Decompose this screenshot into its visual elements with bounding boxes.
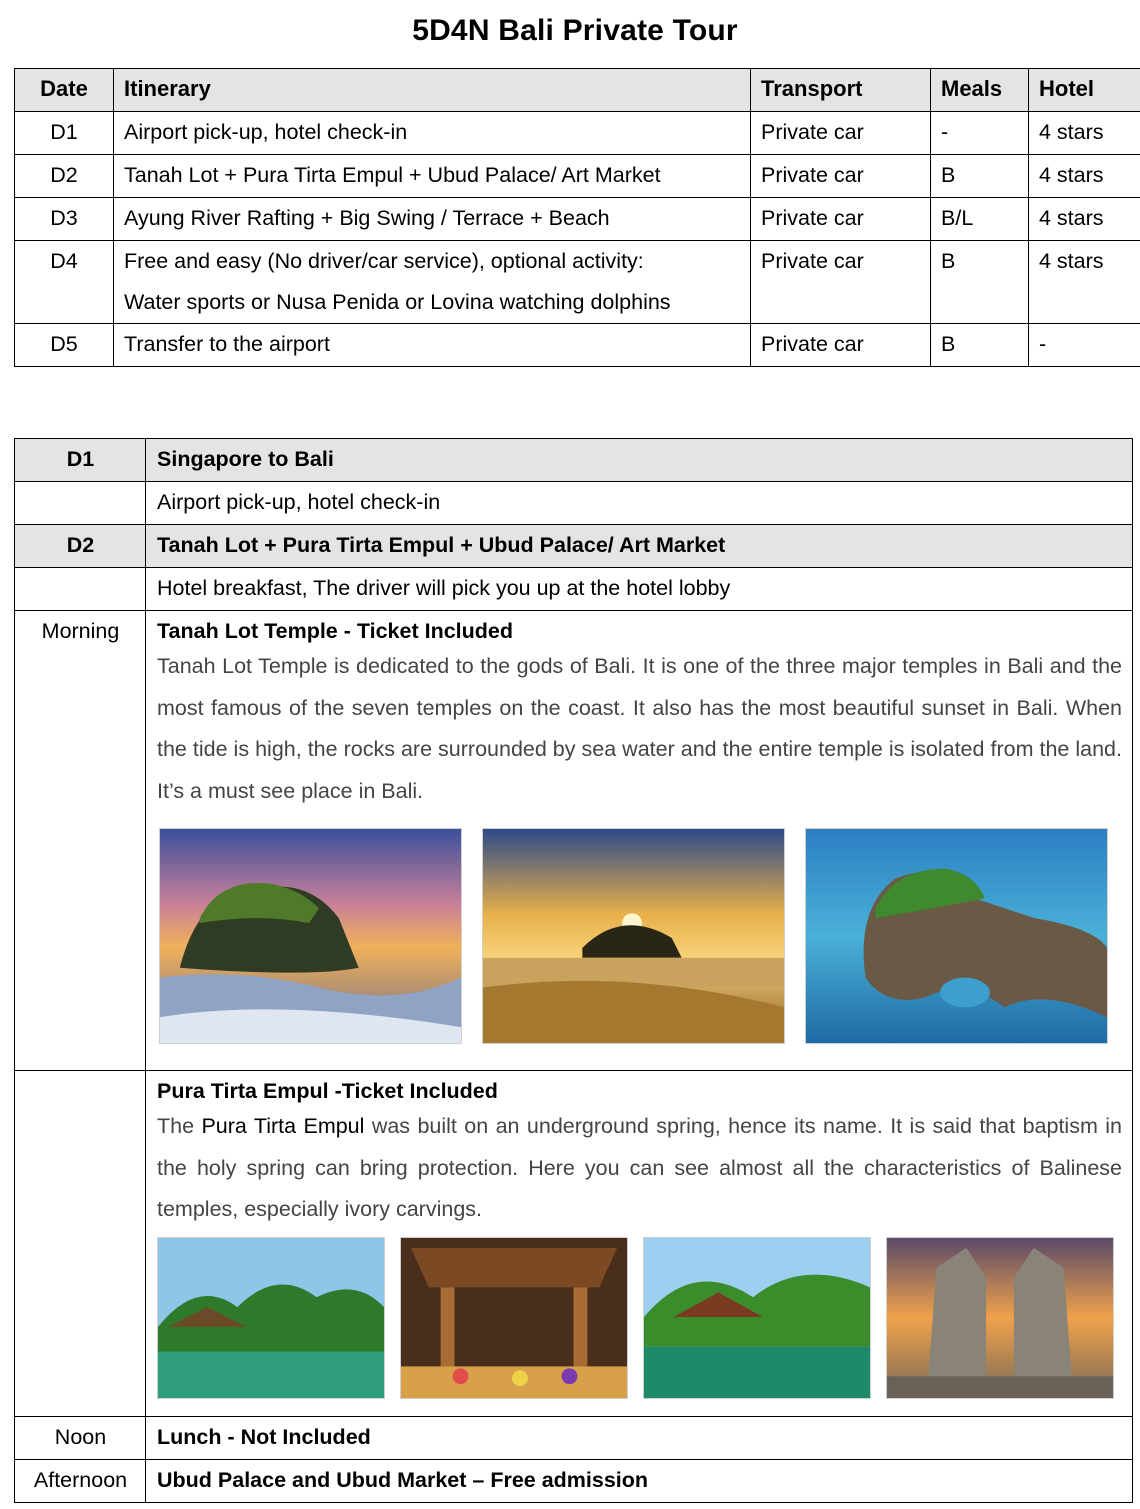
row-itinerary — [114, 241, 751, 324]
table-row — [15, 324, 1140, 367]
empty-label — [15, 482, 146, 525]
section-title: Lunch - Not Included — [146, 1417, 1133, 1460]
row-hotel: 4 stars — [1029, 198, 1140, 241]
time-label: Morning — [15, 611, 146, 1071]
row-meals: B — [931, 241, 1029, 324]
table-row — [15, 1460, 1133, 1503]
day-note: Hotel breakfast, The driver will pick you up at the hotel lobby — [146, 568, 1133, 611]
empty-label — [15, 1071, 146, 1417]
section-description: Tanah Lot Temple is dedicated to the gods of Bali. It is one of the three major temples in Bali and the most famous of the seven temples on the coast. It also has the most beautiful sunset in Bali. When the tide is high, the rocks are surrounded by sea water and the entire temple is isolated from the land. It’s a must see place in Bali. — [157, 654, 1122, 803]
row-hotel: 4 stars — [1029, 112, 1140, 155]
itinerary-line-1: Free and easy (No driver/car service), optional activity: — [124, 249, 644, 273]
row-transport: Private car — [751, 241, 931, 324]
row-hotel: 4 stars — [1029, 155, 1140, 198]
photo-gallery — [159, 828, 1122, 1044]
day-title: Tanah Lot + Pura Tirta Empul + Ubud Palace/ Art Market — [146, 525, 1133, 568]
row-itinerary: Airport pick-up, hotel check-in — [114, 112, 751, 155]
photo-tanah-lot-2 — [482, 828, 785, 1044]
row-meals: B — [931, 155, 1029, 198]
row-hotel: - — [1029, 324, 1140, 367]
table-row — [15, 482, 1133, 525]
table-row — [15, 112, 1140, 155]
photo-tirta-empul-3 — [643, 1237, 871, 1399]
photo-gallery — [157, 1237, 1122, 1399]
photo-tirta-empul-4 — [886, 1237, 1114, 1399]
row-meals: - — [931, 112, 1029, 155]
time-label: Afternoon — [15, 1460, 146, 1503]
summary-header-row — [15, 69, 1140, 112]
header-itinerary: Itinerary — [114, 69, 751, 112]
day-label: D1 — [15, 439, 146, 482]
row-date: D5 — [15, 324, 114, 367]
day-note: Airport pick-up, hotel check-in — [146, 482, 1133, 525]
row-itinerary: Transfer to the airport — [114, 324, 751, 367]
summary-table — [14, 68, 1140, 367]
row-itinerary: Tanah Lot + Pura Tirta Empul + Ubud Palace/ Art Market — [114, 155, 751, 198]
section-title: Pura Tirta Empul -Ticket Included — [157, 1079, 498, 1103]
section-description: The Pura Tirta Empul was built on an underground spring, hence its name. It is said that baptism in the holy spring can bring protection. Here you can see almost all the characteristics of Balinese temples, especially ivory carvings. — [157, 1114, 1122, 1221]
tirta-section — [15, 1071, 1133, 1417]
row-date: D2 — [15, 155, 114, 198]
section-title: Tanah Lot Temple - Ticket Included — [157, 619, 513, 643]
photo-tanah-lot-3 — [805, 828, 1108, 1044]
header-transport: Transport — [751, 69, 931, 112]
header-date: Date — [15, 69, 114, 112]
photo-tirta-empul-2 — [400, 1237, 628, 1399]
table-row — [15, 568, 1133, 611]
morning-section — [15, 611, 1133, 1071]
itinerary-line-2: Water sports or Nusa Penida or Lovina watching dolphins — [124, 290, 671, 314]
row-hotel: 4 stars — [1029, 241, 1140, 324]
row-transport: Private car — [751, 198, 931, 241]
header-hotel: Hotel — [1029, 69, 1140, 112]
photo-tirta-empul-1 — [157, 1237, 385, 1399]
row-transport: Private car — [751, 155, 931, 198]
row-date: D4 — [15, 241, 114, 324]
row-transport: Private car — [751, 324, 931, 367]
section-content — [146, 611, 1133, 1071]
row-itinerary: Ayung River Rafting + Big Swing / Terrace + Beach — [114, 198, 751, 241]
details-table — [14, 438, 1133, 1503]
day-title: Singapore to Bali — [146, 439, 1133, 482]
row-date: D1 — [15, 112, 114, 155]
row-meals: B/L — [931, 198, 1029, 241]
row-date: D3 — [15, 198, 114, 241]
table-row — [15, 1417, 1133, 1460]
day-header-row — [15, 525, 1133, 568]
table-row — [15, 155, 1140, 198]
table-row — [15, 241, 1140, 324]
header-meals: Meals — [931, 69, 1029, 112]
section-title: Ubud Palace and Ubud Market – Free admission — [146, 1460, 1133, 1503]
page-title: 5D4N Bali Private Tour — [412, 14, 738, 47]
day-header-row — [15, 439, 1133, 482]
empty-label — [15, 568, 146, 611]
section-content — [146, 1071, 1133, 1417]
time-label: Noon — [15, 1417, 146, 1460]
row-transport: Private car — [751, 112, 931, 155]
row-meals: B — [931, 324, 1029, 367]
photo-tanah-lot-1 — [159, 828, 462, 1044]
day-label: D2 — [15, 525, 146, 568]
table-row — [15, 198, 1140, 241]
